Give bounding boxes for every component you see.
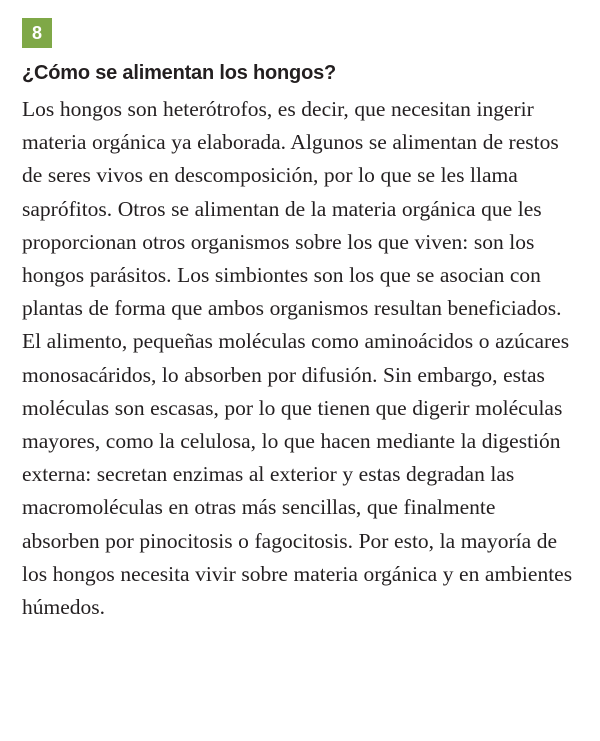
- body-paragraph: Los hongos son heterótrofos, es decir, que necesitan ingerir materia orgánica ya elaborada. Algunos se alimentan de restos de seres vivos en descomposición, por lo que se les llama saprófitos. Otros se alimentan de la materia orgánica que les proporcionan otros organismos sobre los que viven: son los hongos parásitos. Los simbiontes son los que se asocian con plantas de forma que ambos organismos resultan beneficiados. El alimento, pequeñas moléculas como aminoácidos o azúcares monosacáridos, lo absorben por difusión. Sin embargo, estas moléculas son escasas, por lo que tienen que digerir moléculas mayores, como la celulosa, lo que hacen mediante la digestión externa: secretan enzimas al exterior y estas degradan las macromoléculas en otras más sencillas, que finalmente absorben por pinocitosis o fagocitosis. Por esto, la mayoría de los hongos necesita vivir sobre materia orgánica y en ambientes húmedos.: [22, 97, 578, 620]
- section-number-badge: 8: [22, 18, 52, 48]
- page-title: ¿Cómo se alimentan los hongos?: [22, 62, 337, 84]
